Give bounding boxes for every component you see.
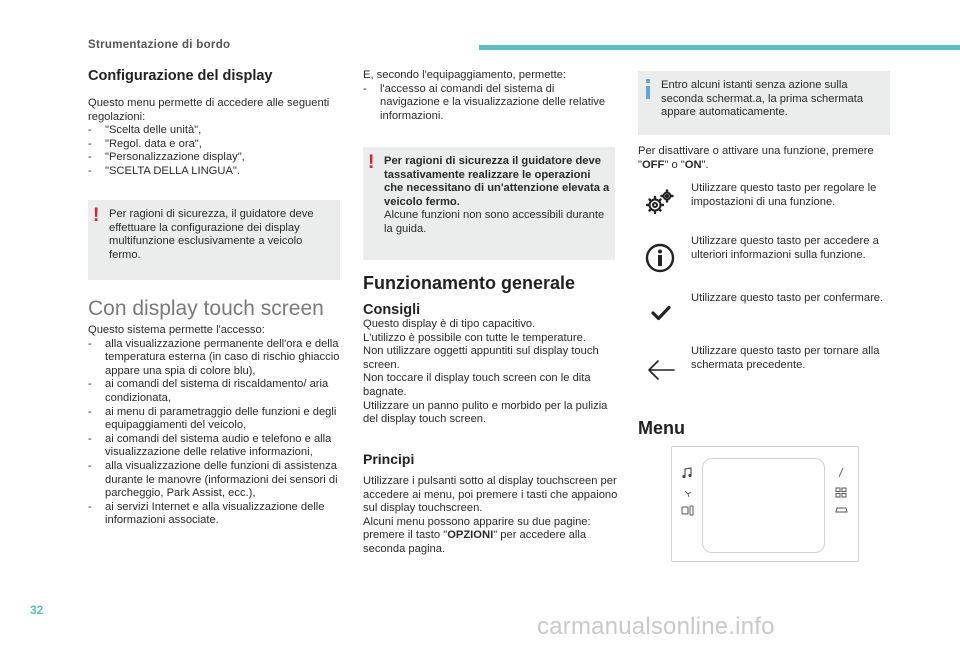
- display-config-intro: Questo menu permette di accedere alle seguenti regolazioni:: [88, 97, 330, 123]
- driving-aids-icon: [836, 467, 846, 478]
- info-button-desc: Utilizzare questo tasto per accedere a ulteriori informazioni sulla funzione.: [691, 235, 879, 261]
- principles-text: Alcuni menu possono apparire su due pagine: premere il tasto ": [363, 515, 591, 542]
- toggle-text-part: Per disattivare o attivare una funzione, premere ": [638, 145, 874, 171]
- list-item: - "Regol. data e ora",: [88, 138, 340, 152]
- back-arrow-icon: [646, 358, 676, 382]
- list-item: - ai comandi del sistema di riscaldamento/ aria condizionata,: [88, 378, 344, 405]
- settings-button-desc: Utilizzare questo tasto per regolare le impostazioni di una funzione.: [691, 182, 877, 208]
- music-note-icon: [681, 467, 693, 479]
- principles-heading: Principi: [363, 451, 415, 467]
- list-item: - l'accesso ai comandi del sistema di navigazione e la visualizzazione delle relative informazioni.: [363, 83, 613, 124]
- navigation-icon: [683, 489, 693, 499]
- settings-gears-icon: [643, 188, 677, 218]
- list-item: - ai comandi del sistema audio e telefono e alla visualizzazione delle relative informazioni,: [88, 433, 344, 460]
- on-label: ON: [684, 158, 702, 171]
- list-item: - "Personalizzazione display",: [88, 151, 340, 165]
- safety-warning-bold: Per ragioni di sicurezza il guidatore deve tassativamente realizzare le operazioni che necessitano di un'attenzione elevata a veicolo fermo.: [384, 155, 610, 208]
- advice-line: Non utilizzare oggetti appuntiti sul display touch screen.: [363, 345, 599, 371]
- section-header-bar: [479, 45, 960, 50]
- principles-text: " per accedere alla seconda pagina.: [363, 529, 587, 555]
- warning-icon: !: [93, 205, 100, 226]
- principles-paragraph: [363, 516, 619, 557]
- principles-paragraph: Utilizzare i pulsanti sotto al display touchscreen per accedere ai menu, poi premere i tasti che appaiono sul display touchscreen.: [363, 475, 618, 515]
- applications-grid-icon: [835, 487, 847, 498]
- advice-block: [363, 318, 615, 427]
- warning-icon: !: [368, 152, 375, 173]
- warning-text: Per ragioni di sicurezza, il guidatore deve effettuare la configurazione dei display multifunzione esclusivamente a veicolo fermo.: [109, 208, 314, 261]
- list-item: - ai menu di parametraggio delle funzioni e degli equipaggiamenti del veicolo,: [88, 406, 344, 433]
- back-button-desc: Utilizzare questo tasto per tornare alla schermata precedente.: [691, 345, 880, 371]
- phone-icon: [681, 505, 695, 516]
- list-item: - alla visualizzazione permanente dell'ora e della temperatura esterna (in caso di rischio ghiaccio appare una spia di colore blu),: [88, 338, 344, 379]
- info-text: Entro alcuni istanti senza azione sulla seconda schermat.a, la prima schermata appare automaticamente.: [661, 79, 864, 119]
- options-label: OPZIONI: [447, 529, 494, 542]
- list-item: - alla visualizzazione delle funzioni di assistenza durante le manovre (informazioni dei sensori di parcheggio, Park Assist, ecc.),: [88, 460, 344, 501]
- display-config-list: [88, 124, 340, 178]
- principles-block: [363, 475, 619, 557]
- touch-screen-heading: Con display touch screen: [88, 297, 324, 320]
- advice-line: L'utilizzo è possibile con tutte le temperature.: [363, 331, 586, 344]
- safety-text-block: [384, 155, 610, 237]
- info-circle-icon: [645, 243, 675, 273]
- nav-intro: E, secondo l'equipaggiamento, permette:: [363, 69, 567, 81]
- toggle-text: [638, 145, 893, 172]
- confirm-button-desc: Utilizzare questo tasto per confermare.: [691, 292, 884, 304]
- list-item: - "Scelta delle unità",: [88, 124, 340, 138]
- toggle-text-part: " o ": [664, 158, 685, 171]
- nav-list: [363, 83, 613, 124]
- list-item: - "SCELTA DELLA LINGUA".: [88, 165, 340, 179]
- safety-warning-text: Alcune funzioni non sono accessibili durante la guida.: [384, 209, 605, 235]
- touch-intro: Questo sistema permette l'accesso:: [88, 324, 265, 336]
- info-icon: [646, 79, 650, 100]
- display-config-block: [88, 97, 340, 179]
- menu-heading: Menu: [638, 418, 685, 438]
- off-label: OFF: [641, 158, 665, 171]
- advice-line: Utilizzare un panno pulito e morbido per la pulizia del display touch screen.: [363, 399, 608, 426]
- display-config-heading: Configurazione del display: [88, 68, 273, 84]
- toggle-text-part: ".: [701, 158, 709, 171]
- nav-block: [363, 69, 613, 123]
- advice-line: Questo display è di tipo capacitivo.: [363, 318, 536, 330]
- advice-line: Non toccare il display touch screen con le dita bagnate.: [363, 372, 591, 398]
- page-number: 32: [30, 603, 44, 617]
- general-operation-heading: Funzionamento generale: [363, 273, 576, 293]
- list-item: - ai servizi Internet e alla visualizzazione delle informazioni associate.: [88, 501, 344, 528]
- touch-list: [88, 338, 344, 528]
- watermark: carmanualsonline.info: [537, 613, 775, 640]
- touchscreen-display: [702, 458, 825, 553]
- section-title: Strumentazione di bordo: [88, 39, 231, 51]
- vehicle-icon: [835, 505, 848, 515]
- advice-heading: Consigli: [363, 302, 421, 318]
- checkmark-icon: [651, 305, 671, 321]
- touch-screen-block: [88, 324, 344, 528]
